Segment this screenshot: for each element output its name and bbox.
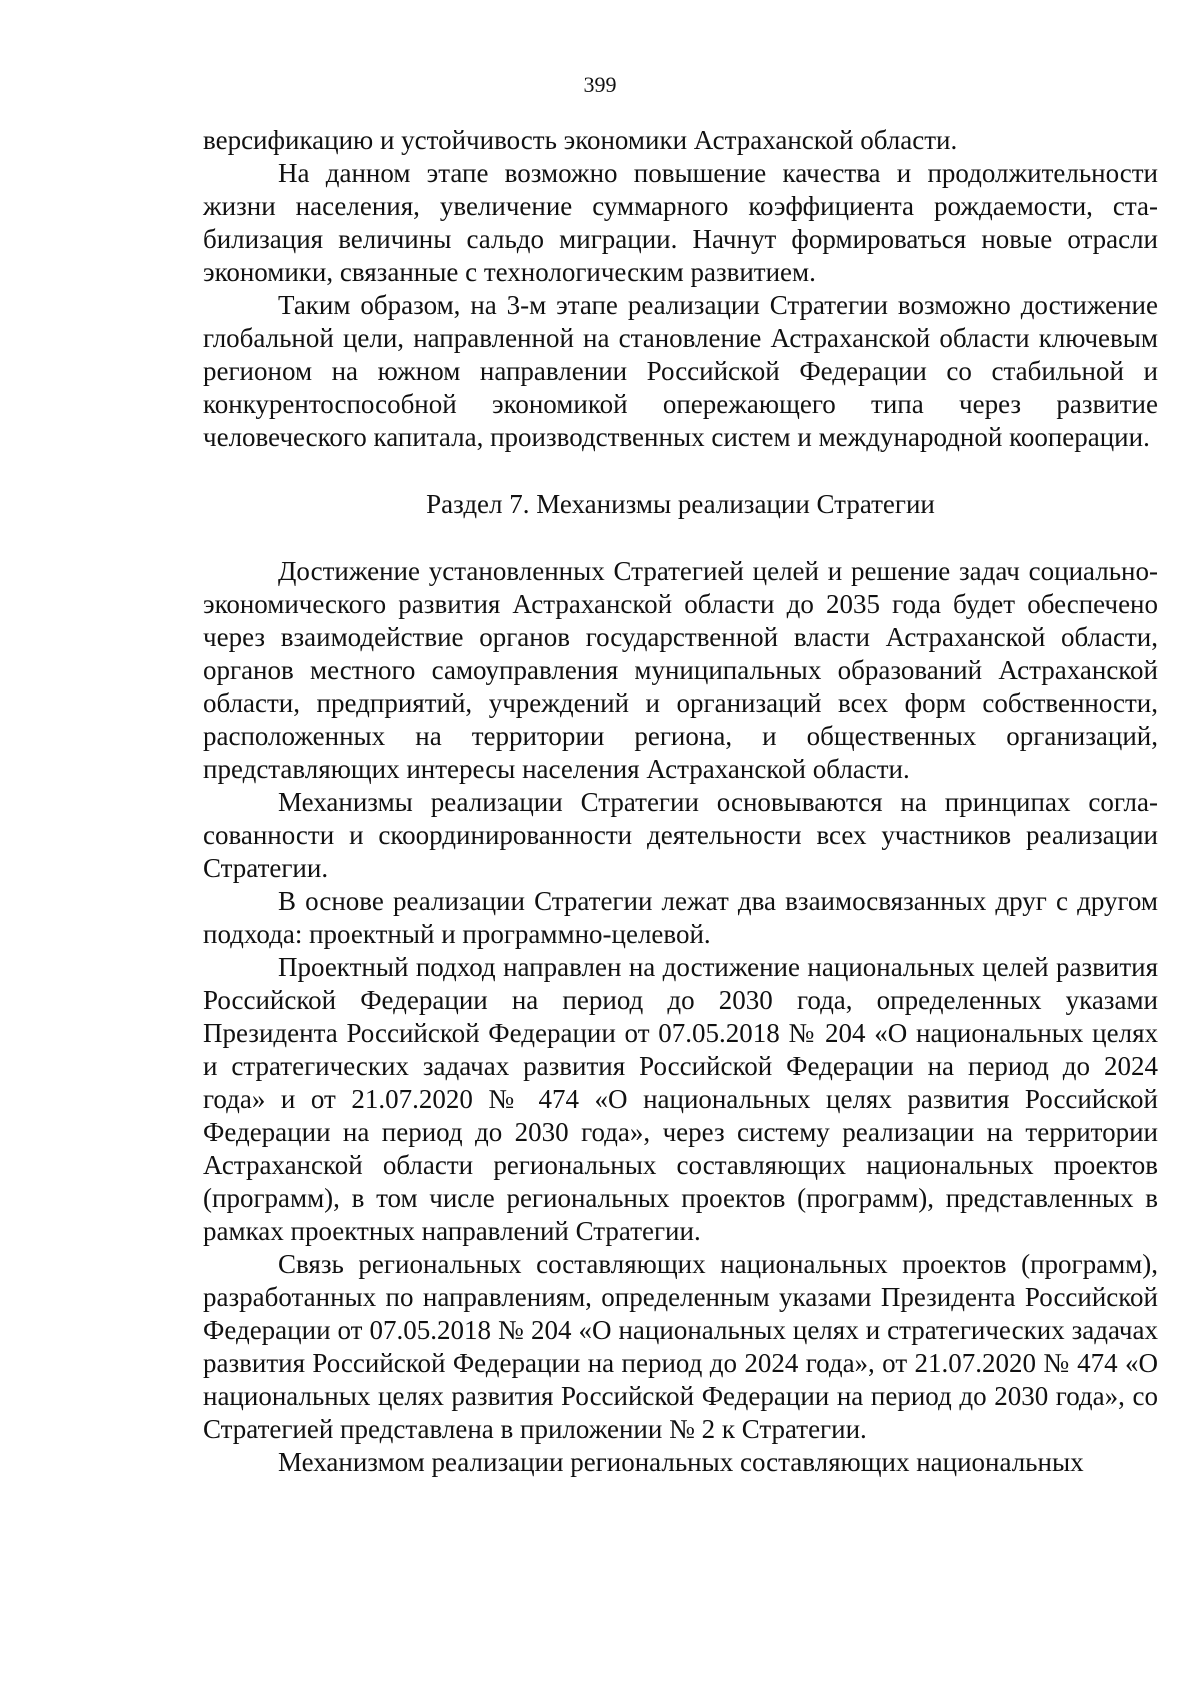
section-paragraph-4: Проектный подход направлен на достижение национальных целей развития Российской Федерации на период до 2030 года, определенных указами Президента Российской Федерации от 07.05.2018 № 204 «О национальных целях и стратегических задачах развития Российской Федерации на период до 2024 года» и от 21.07.2020 № 474 «О национальных целях развития Российской Федерации на период до 2030 года», через систему реализации на территории Астраханской области региональных составляющих национальных проектов (программ), в том числе региональных проектов (программ), представленных в рамках проектных направлений Стратегии.	[203, 952, 1158, 1246]
section-heading: Раздел 7. Механизмы реализации Стратегии	[426, 489, 935, 519]
section-paragraph-6: Механизмом реализации региональных составляющих национальных	[278, 1447, 1084, 1477]
section-paragraph-5: Связь региональных составляющих национальных проектов (программ), разработанных по направлениям, определенным указами Президента Российской Федерации от 07.05.2018 № 204 «О национальных целях и стратегических задачах развития Российской Федерации на период до 2024 года», от 21.07.2020 № 474 «О национальных целях развития Российской Федерации на период до 2030 года», со Стратегией представлена в приложении № 2 к Стратегии.	[203, 1249, 1158, 1444]
paragraph-1: версификацию и устойчивость экономики Астраханской области.	[203, 125, 958, 155]
paragraph-2: На данном этапе возможно повышение качества и продолжительности жизни населения, увеличение суммарного коэффициента рождаемости, стабилизация величины сальдо миграции. Начнут формироваться новые отрасли экономики, связанные с технологическим развитием.	[203, 158, 1158, 287]
section-paragraph-3: В основе реализации Стратегии лежат два взаимосвязанных друг с другом подхода: проектный и программно-целевой.	[203, 886, 1158, 949]
document-body	[203, 124, 1158, 1479]
section-paragraph-1: Достижение установленных Стратегией целей и решение задач социально-экономического развития Астраханской области до 2035 года будет обеспечено через взаимодействие органов государственной власти Астраханской области, органов местного самоуправления муниципальных образований Астраханской области, предприятий, учреждений и организаций всех форм собственности, расположенных на территории региона, и общественных организаций, представляющих интересы населения Астраханской области.	[203, 556, 1158, 784]
page-number: 399	[583, 72, 617, 97]
paragraph-3: Таким образом, на 3-м этапе реализации Стратегии возможно достижение глобальной цели, направленной на становление Астраханской области ключевым регионом на южном направлении Российской Федерации со стабильной и конкурентоспособной экономикой опережающего типа через развитие человеческого капитала, производственных систем и международной кооперации.	[203, 290, 1158, 452]
section-paragraph-2: Механизмы реализации Стратегии основываются на принципах согласованности и скоординированности деятельности всех участников реализации Стратегии.	[203, 787, 1158, 883]
